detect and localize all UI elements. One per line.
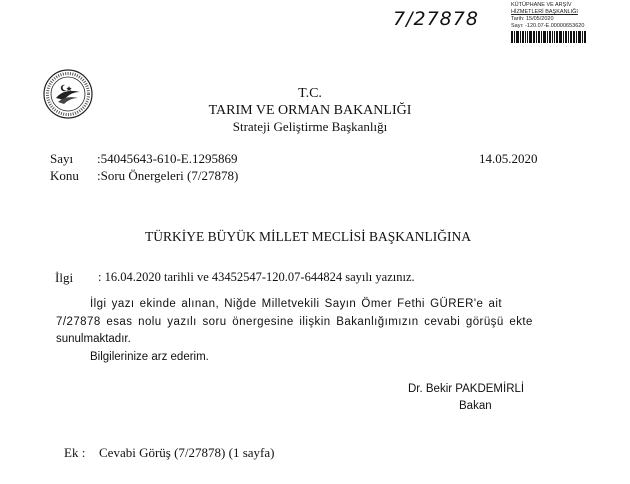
ministry-logo [42,68,94,125]
ilgi-label: İlgi [55,270,74,285]
konu-label: Konu [50,168,79,183]
header-unit: Strateji Geliştirme Başkanlığı [232,119,388,134]
ilgi-text: : 16.04.2020 tarihli ve 43452547-120.07-644824 sayılı yazınız. [98,270,415,284]
stamp-line-3: Tarih: 15/05/2020 [511,16,554,22]
ministry-seal-icon [42,68,94,120]
signatory-title: Bakan [459,400,492,412]
sayi-label: Sayı [50,151,74,166]
archive-stamp [511,2,627,43]
konu-value: :Soru Önergeleri (7/27878) [97,168,239,183]
barcode [511,31,627,43]
stamp-line-4: Sayı: -120.07-E.00000653620 [511,23,585,29]
attachment-text: Cevabi Görüş (7/27878) (1 sayfa) [99,445,275,460]
attachment-label: Ek : [64,445,86,460]
sayi-value: :54045643-610-E.1295869 [97,151,238,166]
recipient: TÜRKİYE BÜYÜK MİLLET MECLİSİ BAŞKANLIĞINA [145,229,471,244]
body-closing: Bilgilerinize arz ederim. [90,351,209,363]
body-line-3: sunulmaktadır. [56,333,131,345]
body-line-1: İlgi yazı ekinde alınan, Niğde Milletvekili Sayın Ömer Fethi GÜRER'e ait [90,298,502,310]
stamp-line-2: HİZMETLERİ BAŞKANLIĞI [511,9,578,15]
stamp-line-1: KÜTÜPHANE VE ARŞİV [511,2,572,8]
signatory-name: Dr. Bekir PAKDEMİRLİ [408,383,525,395]
handwritten-number: 7/27878 [393,8,479,30]
document-date: 14.05.2020 [479,151,538,166]
body-line-2: 7/27878 esas nolu yazılı soru önergesine ilişkin Bakanlığımızın cevabi görüşü ekte [56,316,533,328]
header-ministry: TARIM VE ORMAN BAKANLIĞI [208,103,412,118]
header-tc: T.C. [298,86,322,101]
